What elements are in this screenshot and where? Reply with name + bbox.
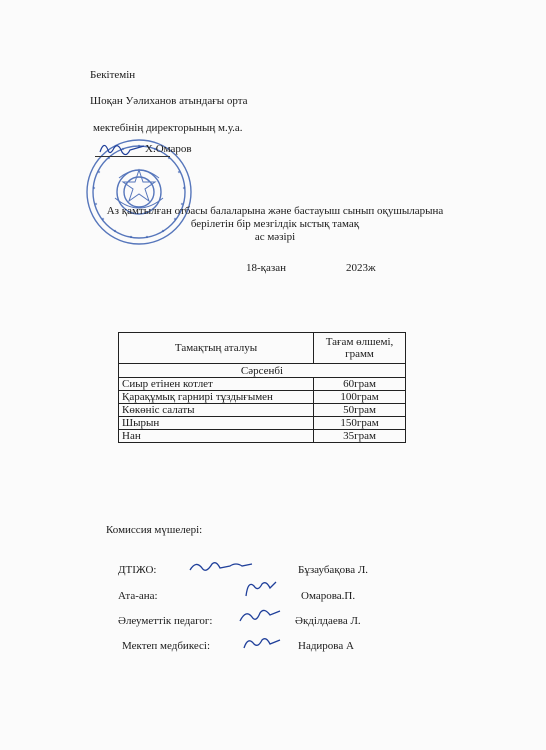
approval-title: Бекітемін — [90, 69, 136, 81]
title-line2: берілетін бір мезгілдік ыстық тамақ — [190, 218, 360, 230]
dish-amount: 35грам — [314, 430, 406, 443]
menu-date-day: 18-қазан — [246, 262, 287, 274]
dish-name: Шырын — [119, 417, 314, 430]
title-line3: ас мәзірі — [254, 231, 296, 243]
menu-date-year: 2023ж — [346, 262, 376, 274]
title-line1: Аз қамтылған отбасы балаларына және бастауыш сынып оқушыларына — [106, 205, 444, 217]
director-name: Х.Омаров — [145, 143, 192, 155]
member-signature — [240, 630, 284, 656]
member-signature — [240, 576, 280, 602]
approval-school-line2: мектебінің директорының м.у.а. — [93, 122, 243, 134]
member-name: Әкділдаева Л. — [295, 615, 361, 627]
header-portion-size: Тағам өлшемі, грамм — [314, 333, 406, 364]
director-signature-line — [95, 156, 170, 157]
dish-name: Көкөніс салаты — [119, 404, 314, 417]
dish-amount: 50грам — [314, 404, 406, 417]
table-row — [119, 378, 406, 391]
dish-name: Нан — [119, 430, 314, 443]
menu-title — [60, 205, 490, 244]
member-name: Бұзаубақова Л. — [298, 564, 369, 576]
commission-title: Комиссия мүшелері: — [106, 524, 203, 536]
table-row — [119, 430, 406, 443]
day-row — [119, 364, 406, 378]
dish-name: Сиыр етінен котлет — [119, 378, 314, 391]
approval-school-line1: Шоқан Уәлиханов атындағы орта — [90, 95, 248, 107]
member-name: Омарова.П. — [301, 590, 356, 602]
table-row — [119, 404, 406, 417]
member-role: Әлеуметтік педагог: — [118, 615, 213, 627]
member-signature — [186, 556, 256, 578]
member-signature — [236, 603, 284, 629]
menu-table — [118, 332, 406, 443]
member-role: ДТІЖО: — [118, 564, 157, 576]
dish-amount: 150грам — [314, 417, 406, 430]
table-row — [119, 391, 406, 404]
member-role: Ата-ана: — [118, 590, 158, 602]
dish-amount: 100грам — [314, 391, 406, 404]
table-row — [119, 417, 406, 430]
header-dish-name: Тамақтың аталуы — [119, 333, 314, 364]
dish-amount: 60грам — [314, 378, 406, 391]
dish-name: Қарақұмық гарнирі тұздығымен — [119, 391, 314, 404]
table-header-row — [119, 333, 406, 364]
member-role: Мектеп медбикесі: — [122, 640, 211, 652]
member-name: Надирова А — [298, 640, 354, 652]
weekday-label: Сәрсенбі — [119, 364, 406, 378]
